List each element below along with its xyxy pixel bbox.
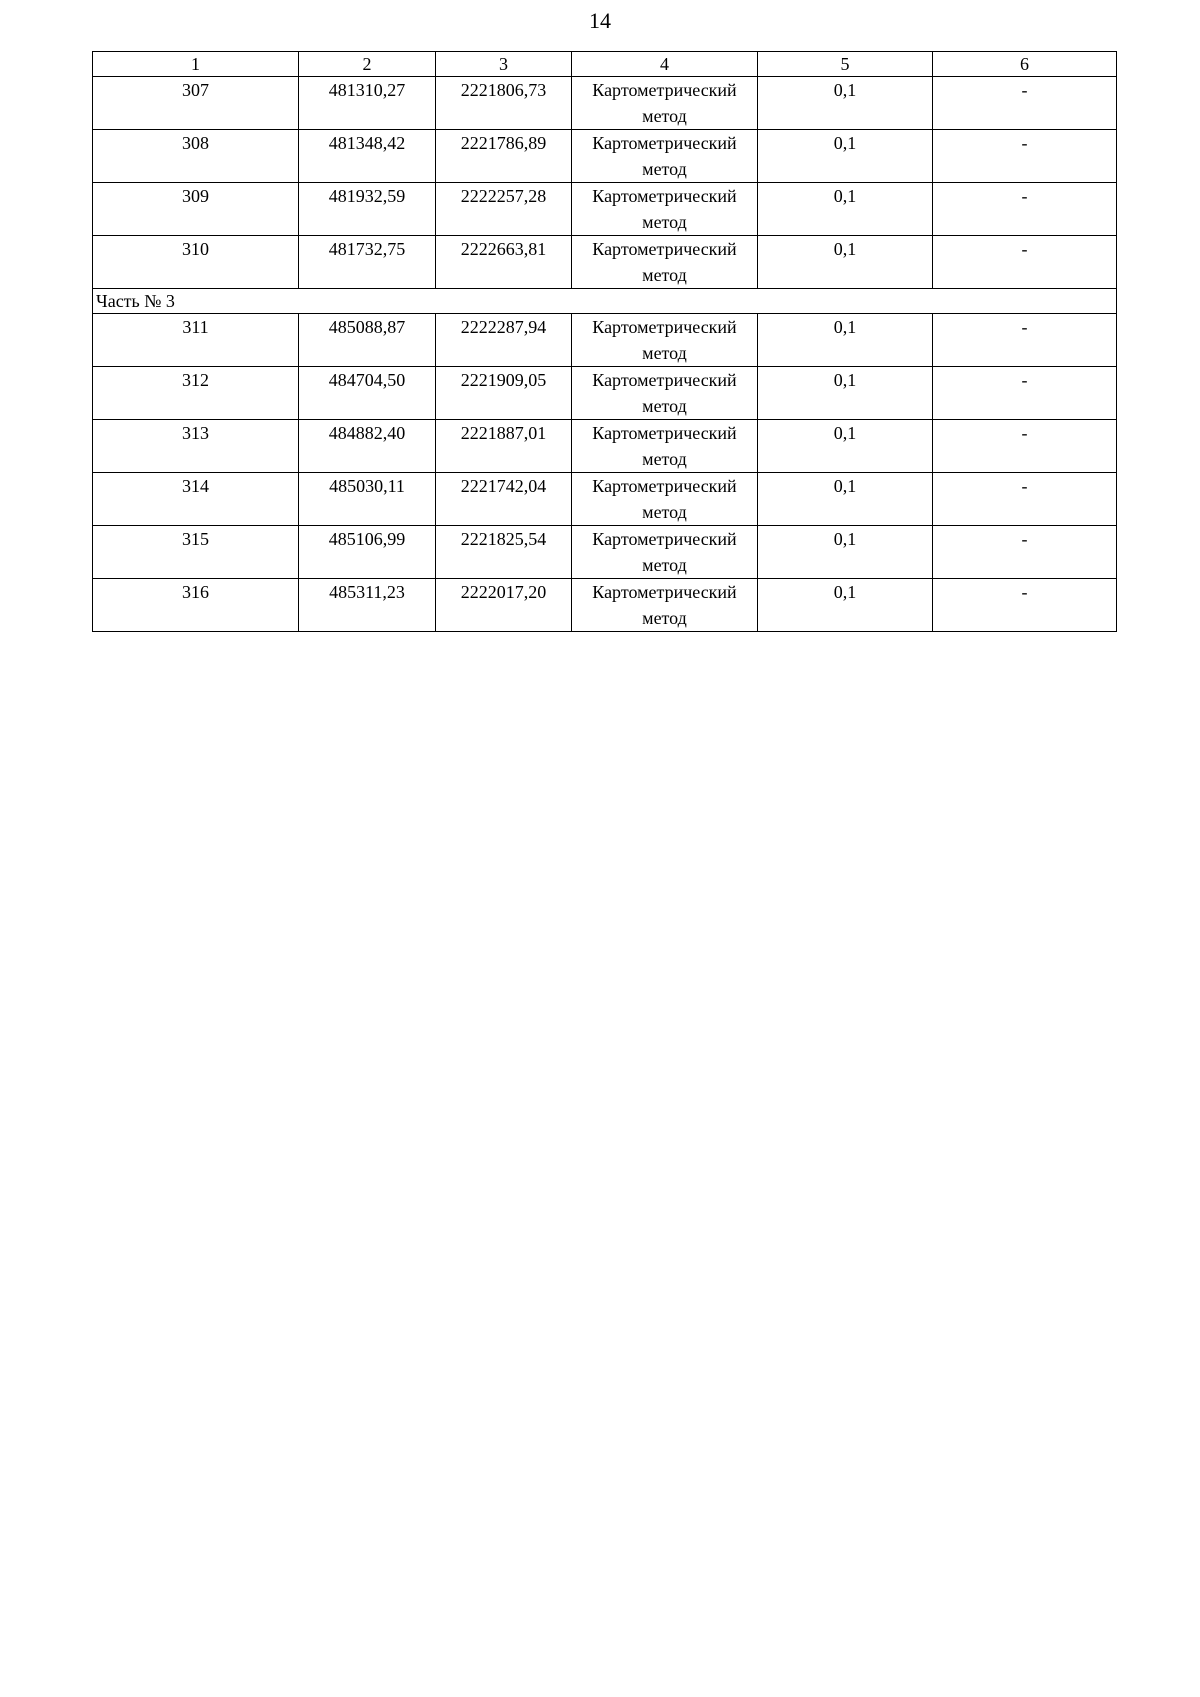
y-coordinate-cell: 2221825,54	[436, 526, 572, 579]
section-row	[93, 289, 1117, 314]
y-coordinate-cell: 2222257,28	[436, 183, 572, 236]
y-coordinate-cell: 2222017,20	[436, 579, 572, 632]
accuracy-cell: 0,1	[758, 526, 933, 579]
note-cell: -	[933, 420, 1117, 473]
x-coordinate-cell: 481932,59	[299, 183, 436, 236]
method-cell	[572, 77, 758, 130]
method-cell	[572, 367, 758, 420]
point-number-cell: 308	[93, 130, 299, 183]
point-number-cell: 314	[93, 473, 299, 526]
method-text: Картометрический метод	[592, 133, 737, 179]
x-coordinate-cell: 485088,87	[299, 314, 436, 367]
point-number-cell: 309	[93, 183, 299, 236]
method-cell	[572, 420, 758, 473]
accuracy-cell: 0,1	[758, 77, 933, 130]
note-cell: -	[933, 183, 1117, 236]
note-cell: -	[933, 130, 1117, 183]
method-text: Картометрический метод	[592, 529, 737, 575]
accuracy-cell: 0,1	[758, 314, 933, 367]
section-label: Часть № 3	[93, 289, 1117, 314]
table-row	[93, 367, 1117, 420]
table-row	[93, 236, 1117, 289]
accuracy-cell: 0,1	[758, 183, 933, 236]
x-coordinate-cell: 481348,42	[299, 130, 436, 183]
note-cell: -	[933, 314, 1117, 367]
y-coordinate-cell: 2221806,73	[436, 77, 572, 130]
x-coordinate-cell: 485106,99	[299, 526, 436, 579]
x-coordinate-cell: 485030,11	[299, 473, 436, 526]
table-row	[93, 314, 1117, 367]
x-coordinate-cell: 481310,27	[299, 77, 436, 130]
column-header: 3	[436, 52, 572, 77]
note-cell: -	[933, 473, 1117, 526]
method-text: Картометрический метод	[592, 186, 737, 232]
table-row	[93, 526, 1117, 579]
y-coordinate-cell: 2221786,89	[436, 130, 572, 183]
coordinates-table	[92, 51, 1117, 632]
method-text: Картометрический метод	[592, 370, 737, 416]
x-coordinate-cell: 485311,23	[299, 579, 436, 632]
method-cell	[572, 473, 758, 526]
point-number-cell: 316	[93, 579, 299, 632]
note-cell: -	[933, 236, 1117, 289]
column-header: 6	[933, 52, 1117, 77]
y-coordinate-cell: 2222663,81	[436, 236, 572, 289]
accuracy-cell: 0,1	[758, 367, 933, 420]
accuracy-cell: 0,1	[758, 236, 933, 289]
x-coordinate-cell: 484704,50	[299, 367, 436, 420]
page-number: 14	[589, 8, 611, 33]
method-text: Картометрический метод	[592, 239, 737, 285]
note-cell: -	[933, 579, 1117, 632]
note-cell: -	[933, 367, 1117, 420]
point-number-cell: 315	[93, 526, 299, 579]
column-header: 2	[299, 52, 436, 77]
method-cell	[572, 314, 758, 367]
column-header: 5	[758, 52, 933, 77]
method-cell	[572, 579, 758, 632]
table-row	[93, 130, 1117, 183]
accuracy-cell: 0,1	[758, 130, 933, 183]
method-text: Картометрический метод	[592, 317, 737, 363]
point-number-cell: 313	[93, 420, 299, 473]
note-cell: -	[933, 77, 1117, 130]
table-header-row	[93, 52, 1117, 77]
table-row	[93, 183, 1117, 236]
accuracy-cell: 0,1	[758, 420, 933, 473]
y-coordinate-cell: 2221742,04	[436, 473, 572, 526]
method-text: Картометрический метод	[592, 423, 737, 469]
method-cell	[572, 183, 758, 236]
x-coordinate-cell: 484882,40	[299, 420, 436, 473]
table-row	[93, 579, 1117, 632]
table-body	[93, 52, 1117, 632]
column-header: 1	[93, 52, 299, 77]
accuracy-cell: 0,1	[758, 579, 933, 632]
point-number-cell: 311	[93, 314, 299, 367]
method-cell	[572, 130, 758, 183]
method-cell	[572, 526, 758, 579]
note-cell: -	[933, 526, 1117, 579]
point-number-cell: 312	[93, 367, 299, 420]
table-row	[93, 420, 1117, 473]
method-text: Картометрический метод	[592, 582, 737, 628]
point-number-cell: 307	[93, 77, 299, 130]
y-coordinate-cell: 2221909,05	[436, 367, 572, 420]
method-text: Картометрический метод	[592, 476, 737, 522]
column-header: 4	[572, 52, 758, 77]
y-coordinate-cell: 2221887,01	[436, 420, 572, 473]
y-coordinate-cell: 2222287,94	[436, 314, 572, 367]
table-row	[93, 473, 1117, 526]
table-row	[93, 77, 1117, 130]
method-text: Картометрический метод	[592, 80, 737, 126]
method-cell	[572, 236, 758, 289]
x-coordinate-cell: 481732,75	[299, 236, 436, 289]
point-number-cell: 310	[93, 236, 299, 289]
accuracy-cell: 0,1	[758, 473, 933, 526]
